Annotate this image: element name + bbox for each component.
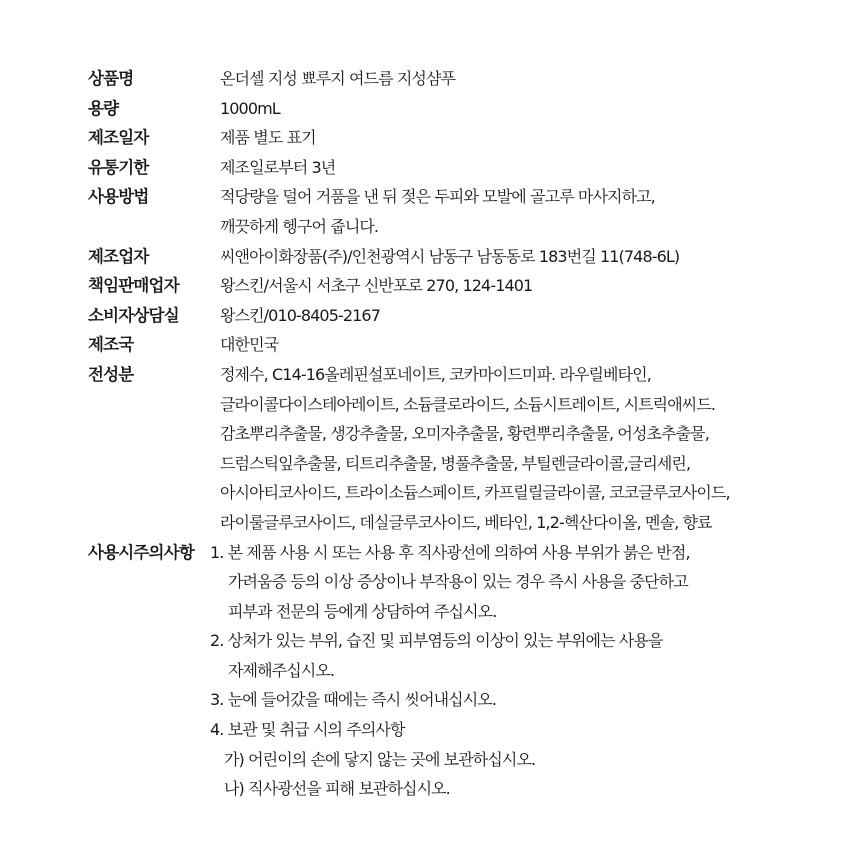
caution-value — [210, 538, 828, 804]
expiry-label: 유통기한 — [88, 157, 149, 177]
caution-item-1-continuation: 가려움증 등의 이상 증상이나 부작용이 있는 경우 즉시 사용을 중단하고 — [228, 572, 688, 592]
product-name-value: 온더셀 지성 뾰루지 여드름 지성샴푸 — [220, 69, 456, 88]
seller-value: 왕스킨/서울시 서초구 신반포로 270, 124-1401 — [220, 276, 533, 296]
usage-line: 깨끗하게 헹구어 줍니다. — [220, 216, 379, 236]
caution-item-1-continuation: 피부과 전문의 등에게 상담하여 주십시오. — [228, 601, 497, 621]
caution-item-4-sub-a: 가) 어린이의 손에 닿지 않는 곳에 보관하십시오. — [224, 749, 536, 769]
row-product-name — [88, 64, 828, 94]
row-manufacturer — [88, 242, 828, 272]
ingredients-line: 글라이콜다이스테아레이트, 소듐클로라이드, 소듐시트레이트, 시트릭애씨드. — [220, 394, 716, 414]
row-volume — [88, 94, 828, 124]
row-expiry — [88, 153, 828, 183]
caution-item-3: 3. 눈에 들어갔을 때에는 즉시 씻어내십시오. — [210, 690, 497, 710]
row-consumer-office — [88, 301, 828, 331]
seller-label: 책임판매업자 — [88, 276, 179, 296]
ingredients-value — [220, 360, 828, 538]
usage-line: 적당량을 덜어 거품을 낸 뒤 젖은 두피와 모발에 골고루 마사지하고, — [220, 187, 655, 207]
caution-item-2: 2. 상처가 있는 부위, 습진 및 피부염등의 이상이 있는 부위에는 사용을 — [210, 631, 663, 651]
row-country — [88, 330, 828, 360]
product-name-label: 상품명 — [88, 69, 134, 88]
consumer-office-label: 소비자상담실 — [88, 305, 179, 325]
row-manufacture-date — [88, 123, 828, 153]
manufacture-date-label: 제조일자 — [88, 128, 149, 148]
usage-label: 사용방법 — [88, 187, 149, 207]
expiry-value: 제조일로부터 3년 — [220, 157, 336, 177]
caution-item-1: 1. 본 제품 사용 시 또는 사용 후 직사광선에 의하여 사용 부위가 붉은 반점, — [210, 542, 690, 562]
manufacture-date-value: 제품 별도 표기 — [220, 128, 316, 148]
caution-item-4-sub-b: 나) 직사광선을 피해 보관하십시오. — [224, 779, 450, 799]
volume-value: 1000mL — [220, 98, 280, 118]
caution-item-4: 4. 보관 및 취급 시의 주의사항 — [210, 720, 405, 740]
row-usage — [88, 182, 828, 241]
caution-item-2-continuation: 자제해주십시오. — [228, 660, 335, 680]
ingredients-label: 전성분 — [88, 364, 134, 384]
ingredients-line: 감초뿌리추출물, 생강추출물, 오미자추출물, 황련뿌리추출물, 어성초추출물, — [220, 424, 709, 444]
row-ingredients — [88, 360, 828, 538]
consumer-office-value: 왕스킨/010-8405-2167 — [220, 305, 380, 325]
volume-label: 용량 — [88, 98, 119, 118]
row-caution — [88, 538, 828, 804]
manufacturer-label: 제조업자 — [88, 246, 149, 266]
ingredients-line: 드럼스틱잎추출물, 티트리추출물, 병풀추출물, 부틸렌글라이콜,글리세린, — [220, 453, 691, 473]
country-label: 제조국 — [88, 335, 134, 355]
usage-value — [220, 182, 828, 241]
caution-label: 사용시주의사항 — [88, 542, 194, 562]
ingredients-line: 아시아티코사이드, 트라이소듐스페이트, 카프릴릴글라이콜, 코코글루코사이드, — [220, 483, 730, 503]
product-info-table — [88, 64, 828, 804]
country-value: 대한민국 — [220, 335, 279, 355]
ingredients-line: 정제수, C14-16올레핀설포네이트, 코카마이드미파. 라우릴베타인, — [220, 364, 651, 384]
manufacturer-value: 씨앤아이화장품(주)/인천광역시 남동구 남동동로 183번길 11(748-6L) — [220, 246, 680, 266]
row-seller — [88, 271, 828, 301]
ingredients-line: 라이룰글루코사이드, 데실글루코사이드, 베타인, 1,2-헥산다이올, 멘솔, 향료 — [220, 512, 712, 532]
